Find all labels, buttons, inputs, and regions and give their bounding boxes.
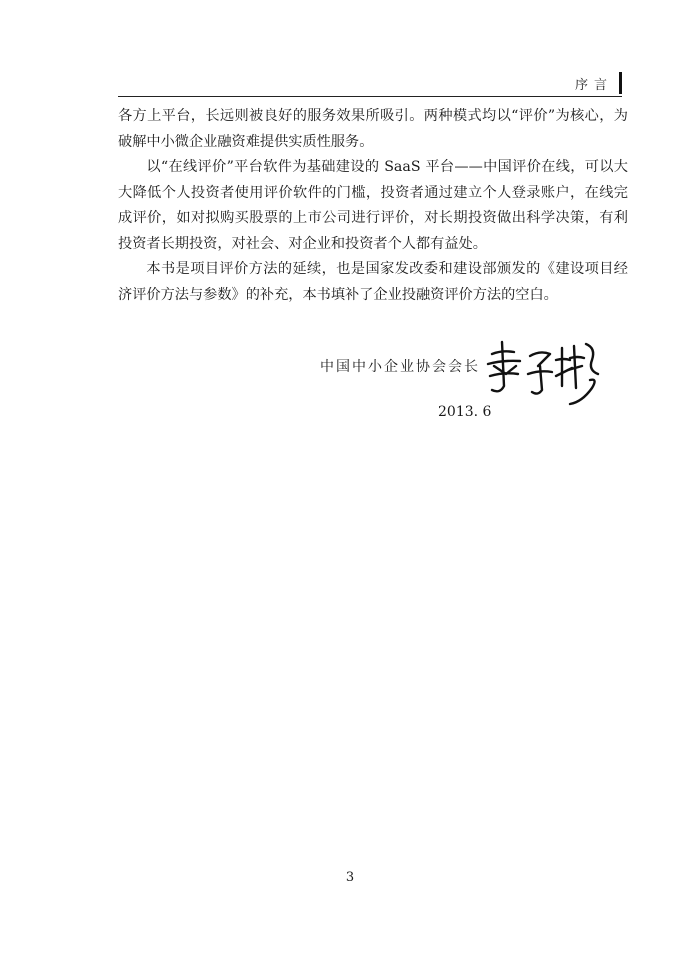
body-text xyxy=(118,104,628,308)
paragraph-continued: 各方上平台，长远则被良好的服务效果所吸引。两种模式均以“评价”为核心，为破解中小微企业融资难提供实质性服务。 xyxy=(118,108,628,150)
signature-date: 2013. 6 xyxy=(438,404,492,420)
page-number: 3 xyxy=(345,870,355,885)
running-head-title: 序言 xyxy=(574,77,613,93)
handwritten-signature xyxy=(480,330,610,408)
header-rule xyxy=(118,96,622,97)
running-head-bar xyxy=(619,72,622,94)
signatory-title: 中国中小企业协会会长 xyxy=(320,359,480,375)
running-head xyxy=(575,72,622,94)
paragraph-conclusion: 本书是项目评价方法的延续，也是国家发改委和建设部颁发的《建设项目经济评价方法与参数》的补充，本书填补了企业投融资评价方法的空白。 xyxy=(118,261,628,303)
signature-block xyxy=(320,356,480,376)
paragraph-saas: 以“在线评价”平台软件为基础建设的 SaaS 平台——中国评价在线，可以大大降低个人投资者使用评价软件的门槛，投资者通过建立个人登录账户，在线完成评价，如对拟购买股票的上市公司进行评价，对长期投资做出科学决策，有利投资者长期投资，对社会、对企业和投资者个人都有益处。 xyxy=(118,159,628,252)
